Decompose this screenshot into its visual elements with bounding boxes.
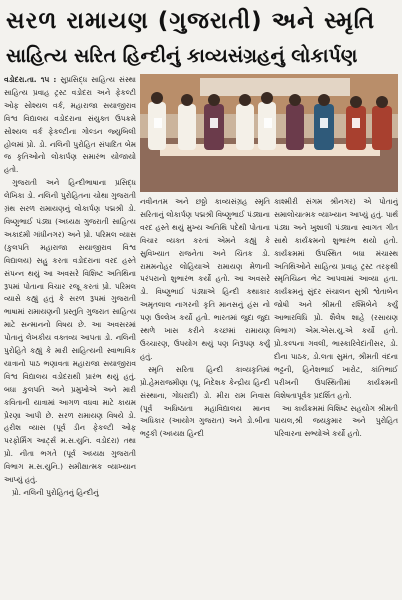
article-paragraph: પ્રો. નલિની પુરોહિતનું હિન્દીનું bbox=[12, 488, 99, 497]
article-column-2 bbox=[140, 196, 270, 446]
headline-line-2: સાહિત્ય સરિત હિન્દીનું કાવ્યસંગ્રહનું લોકાર્પણ bbox=[6, 45, 358, 67]
dateline: વડોદરા.તા. ૧૫ : bbox=[4, 75, 57, 84]
article-paragraph: આ કાર્યક્રમમાં વિશિષ્ટ સહયોગ શ્રીમતી પાયલ,શ્રી જયકુમાર અને પુરોહિત પરિવારના સભ્યોએ કર્યો હતો. bbox=[274, 403, 398, 439]
article-paragraph bbox=[4, 74, 136, 177]
article-paragraph: નવીનતમ અને છઠ્ઠો કાવ્યસંગ્રહ સ્મૃતિ સરિતાનું લોકાર્પણ પદ્મશ્રી વિષ્ણુભાઈ પંડ્યાના વરદ હસ્તે થયું મુખ્ય અતિથિ પદેથી પોતાના વિચાર વ્યક્ત કરતાં એમને કહ્યું કે સુવિખ્યાત રાજનેતા અને ચિંતક ડો. રામમનોહર લોહિયાએ રામાયણ મેળાની પરંપરાનો શુભારંભ કર્યો હતો. આ અવસરે ડો. વિષ્ણુભાઈ પંડ્યાએ હિન્દી કથાકાર અમૃતલાલ નાગરની કૃતિ માનસનું હંસ નો પણ ઉલ્લેખ કર્યો હતો. ભારતમાં જુદા જુદા સ્થળે ખાસ કરીને કચ્છમાં રામાયણ ઉચ્ચારણ, ઉપયોગ થયું પણ નિરૂપણ કર્યું હતું. bbox=[140, 197, 270, 361]
article-paragraph: સ્મૃતિ સરિતા હિન્દી કાવ્યકૃતિમાં પ્રો.હેમરાજમીણા (પૂ. નિદેશક કેન્દ્રીય હિન્દી સંસ્થાના, ગોધરાદી) ડો. મીરા રામ નિવાસ (પૂર્વ અધિષ્ઠાતા મહાવિદ્યાલય માનવ અધિકાર (આયોગ ગુજરાત) અને ડો.બીના ભટ્ટકી (અધ્યક્ષ હિન્દી bbox=[140, 364, 270, 439]
article-column-1 bbox=[4, 74, 136, 598]
article-paragraph: કાશ્મીરી સંગમ શ્રીનગર) એ પોતાનું સમાલોચાત્મક વ્યાખ્યાન આપ્યું હતું. પાર્થ પંડ્યા અને ખુશાલી પંડ્યાના સ્વાગત ગીત સાથે કાર્યક્રમનો શુભારંભ થયો હતો. કાર્યક્રમમાં ઉપસ્થિત બધા મંચાસ્થ અતિથિઓને સાહિત્ય પ્રવાહ ટ્રસ્ટ તરફથી સ્મૃતિચિહ્ન ભેટ આપવામાં આવ્યા હતા. કાર્યક્રમનું સુંદર સંચાલન સુશ્રી શ્વેતાબેન જોષી અને શ્રીમતી રશ્મિબેને કર્યું આભારવિધિ પ્રો. શૈલેષ શાહે (રસાયણ વિભાગ) એમ.એસ.યુ.એ કર્યો હતો. પ્રો.કલ્પના ગવલી, ભાસ્કારિવેદાંતીસર, ડો. દીના પાઠક, ડો.લતા સુમંત, શ્રીમતી વંદના ભટ્ટની, હિનેશભાઈ ખારોટ, કાંતિભાઈ પરીખની ઉપસ્થિતીમાં કાર્યક્રમની વિશેષતાપૂર્વક પ્રદર્શિત હતો. bbox=[274, 197, 398, 400]
event-photo bbox=[140, 74, 398, 192]
article-paragraph: ગુજરાતી અને હિન્દીભાષાના પ્રસિદ્ધ લેખિકા ડો. નલિની પુરોહિતના ચોથા ગુજરાતી ગ્રંથ સરળ રામાયણનું લોકાર્પણ પદ્મશ્રી ડો. વિષ્ણુભાઈ પંડ્યા (અધ્યક્ષ ગુજરાતી સાહિત્ય અકાદમી ગાંધીનગર) અને પ્રો. પરિમલ વ્યાસ (કુલપતિ મહારાજા સયાજીરાવ વિશ્વ વિદ્યાલય) સહુ કરતા વડોદરાના વરદ હસ્તે સંપન્ન થયું આ અવસરે વિશિષ્ટ અતિથિના રૂપમાં પોતાના વિચાર રજૂ કરતાં પ્રો. પરિમલ વ્યાસે કહ્યું હતું કે સરળ રૂપમાં ગુજરાતી ભાષામાં રામાયણની પ્રસ્તુતિ ગુજરાત સાહિત્ય માટે સન્માનનો વિષય છે. આ અવસરમાં પોતાનું લેખકીય વક્તવ્ય આપતા ડો. નલિની પુરોહિતે કહ્યું કે મારી સાહિત્યની સ્વાભાવિક યાત્રાનો પાઠ ભણાવતા મહારાજા સયાજીરાવ વિશ્વ વિદ્યાલય વડોદરાથી પ્રારંભ થયું હતું. બધા કુલપતિ અને પ્રમુખોએ અને મારી કવિતાની યાત્રામાં આગળ વધવા માટે કાયમ પ્રેરણા આપી છે. સરળ રામાયણ વિષયે ડો. હરીશ વ્યાસ (પૂર્વ ડીન ફેકલ્ટી ઓફ પરફોર્મિંગ આર્ટ્સ મ.સ.યુનિ. વડોદરા) તથા પ્રો. નીતા ભગતે (પૂર્વ અધ્યક્ષ ગુજરાતી વિભાગ મ.સ.યુનિ.) સમીક્ષાત્મક વ્યાખ્યાન આપ્યું હતું. bbox=[4, 178, 136, 485]
headline-line-1: સરળ રામાયણ (ગુજરાતી) અને સ્મૃતિ bbox=[6, 8, 376, 34]
event-photo-image bbox=[140, 74, 398, 192]
article-column-3 bbox=[274, 196, 398, 446]
paragraph-text: સુપ્રસિદ્ધ સાહિત્ય સંસ્થા સાહિત્ય પ્રવાહ ટ્રસ્ટ વડોદરા અને ફેકલ્ટી ઓફ સોશ્યલ વર્ક, મહારાજા સયાજીરાવ વિશ્વ વિદ્યાલય વડોદરાના સંયુક્ત ઉપક્રમે સોશ્યલ વર્ક ફેકલ્ટીના ગોલ્ડન જ્યુબિલી હોલમાં પ્રો. ડો. નલિની પુરોહિત સંપાદિત બેમ જ કૃતિઓનો લોકાર્પણ સમારંભ યોજાયો હતો. bbox=[4, 75, 136, 175]
